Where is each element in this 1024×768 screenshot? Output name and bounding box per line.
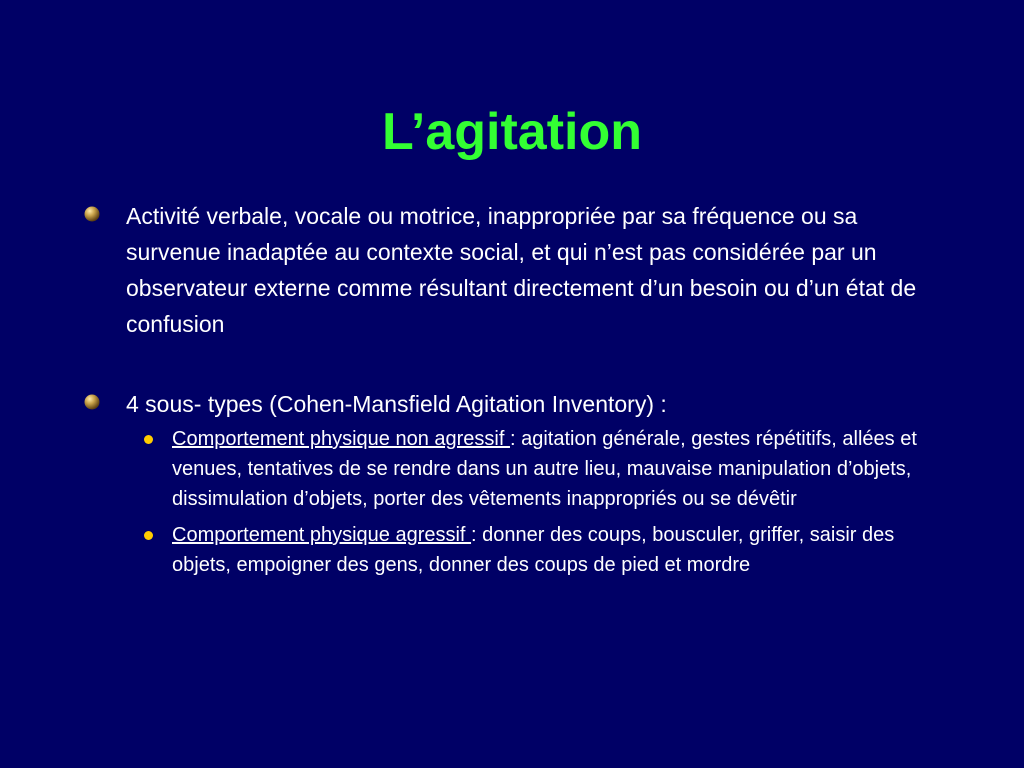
dot-bullet-icon: [144, 531, 153, 540]
sphere-bullet-icon: [84, 394, 100, 410]
subtype-description: : agitation générale, gestes répétitifs, allées et venues, tentatives de se rendre dans un autre lieu, mauvaise manipulation d’objets, dissimulation d’objets, porter des vêtements inappropriés ou se dévêtir: [172, 428, 917, 510]
dot-bullet-icon: [144, 435, 153, 444]
subtype-term: Comportement physique non agressif: [172, 428, 510, 450]
subtype-item-non-aggressive: [138, 424, 954, 514]
slide-body: [84, 198, 954, 586]
sphere-bullet-icon: [84, 206, 100, 222]
bullet-text: 4 sous- types (Cohen-Mansfield Agitation Inventory) :: [126, 391, 667, 417]
subtype-item-aggressive: [138, 520, 954, 580]
bullet-text: Activité verbale, vocale ou motrice, inappropriée par sa fréquence ou sa survenue inadaptée au contexte social, et qui n’est pas considérée par un observateur externe comme résultant directement d’un besoin ou d’un état de confusion: [126, 203, 917, 337]
subtype-description: : donner des coups, bousculer, griffer, saisir des objets, empoigner des gens, donner des coups de pied et mordre: [172, 524, 895, 576]
subtype-term: Comportement physique agressif: [172, 524, 472, 546]
bullet-item-subtypes: [84, 386, 954, 422]
bullet-item-definition: [84, 198, 954, 342]
subtype-list: [138, 424, 954, 580]
slide-title: L’agitation: [382, 103, 642, 161]
